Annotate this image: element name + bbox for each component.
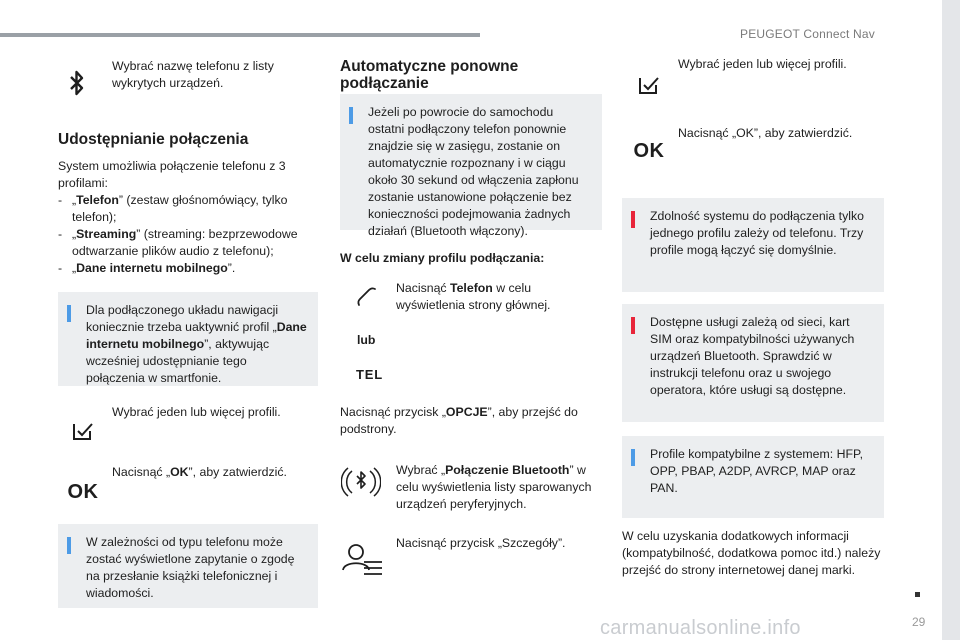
confirm-ok-text-right: Nacisnąć „OK”, aby zatwierdzić.	[678, 126, 853, 140]
select-profiles-text: Wybrać jeden lub więcej profili.	[112, 405, 281, 419]
list-item: - „Telefon” (zestaw głośnomówiący, tylko telefon);	[58, 193, 288, 224]
info-box-compatible-profiles: Profile kompatybilne z systemem: HFP, OPP, PBAP, A2DP, AVRCP, MAP oraz PAN.	[622, 436, 884, 518]
checkbox-icon	[70, 420, 96, 442]
select-phone-text: Wybrać nazwę telefonu z listy wykrytych urządzeń.	[112, 59, 274, 90]
info-marker	[631, 449, 635, 466]
side-strip	[942, 0, 960, 640]
details-text: Nacisnąć przycisk „Szczegóły”.	[396, 536, 566, 550]
info-box-mobile-data: Dla podłączonego układu nawigacji koniecznie trzeba uaktywnić profil „Dane internetu mobilnego”, aktywując wcześniej udostępnianie tego połączenia w smartfonie.	[58, 292, 318, 386]
section-heading-reconnect: Automatyczne ponowne podłączanie	[340, 58, 519, 92]
phone-menu-text: Nacisnąć Telefon w celu wyświetlenia strony głównej.	[396, 281, 551, 312]
ok-label: OK	[633, 139, 665, 162]
tel-label: TEL	[356, 367, 383, 382]
bluetooth-icon	[66, 66, 88, 100]
warning-marker	[631, 211, 635, 228]
list-item: - „Dane internetu mobilnego”.	[58, 261, 236, 275]
more-info-text: W celu uzyskania dodatkowych informacji (kompatybilność, dodatkowa pomoc itd.) należy przejść do strony internetowej danej marki.	[622, 529, 881, 577]
confirm-ok-text: Nacisnąć „OK”, aby zatwierdzić.	[112, 465, 287, 479]
info-box-auto-reconnect: Jeżeli po powrocie do samochodu ostatni podłączony telefon ponownie znajdzie się w zasięgu, zostanie on automatycznie rozpoznany i w ciągu około 30 sekund od włączenia zapłonu zostanie ustanowione połączenie bez konieczności podejmowania żadnych działań (Bluetooth włączony).	[340, 94, 602, 230]
warning-box-profile: Zdolność systemu do podłączenia tylko jednego profilu zależy od telefonu. Trzy profile mogą łączyć się domyślnie.	[622, 198, 884, 292]
header-rule	[0, 33, 480, 37]
info-marker	[349, 107, 353, 124]
info-box-phonebook: W zależności od typu telefonu może zostać wyświetlone zapytanie o zgodę na przesłanie książki telefonicznej i wiadomości.	[58, 524, 318, 608]
ok-label: OK	[67, 480, 99, 503]
details-icon	[340, 540, 384, 580]
watermark: carmanualsonline.info	[600, 617, 801, 639]
ok-icon	[64, 480, 102, 504]
warning-marker	[631, 317, 635, 334]
header-title: PEUGEOT Connect Nav	[740, 27, 875, 41]
phone-icon	[354, 284, 380, 310]
page-marker	[915, 592, 920, 597]
info-marker	[67, 537, 71, 554]
options-text: Nacisnąć przycisk „OPCJE”, aby przejść do podstrony.	[340, 405, 578, 436]
profiles-intro: System umożliwia połączenie telefonu z 3 profilami:	[58, 159, 286, 190]
select-profiles-text-right: Wybrać jeden lub więcej profili.	[678, 57, 847, 71]
page-number: 29	[912, 615, 926, 629]
profiles-list	[58, 192, 308, 277]
ok-icon	[630, 139, 668, 163]
bluetooth-connection-icon	[340, 462, 382, 504]
warning-box-services: Dostępne usługi zależą od sieci, kart SIM oraz kompatybilności używanych urządzeń Bluetooth. Sprawdzić w instrukcji telefonu oraz u swojego operatora, które usługi są dostępne.	[622, 304, 884, 422]
or-label: lub	[357, 333, 376, 347]
checkbox-icon	[636, 74, 662, 96]
list-item: - „Streaming” (streaming: bezprzewodowe odtwarzanie plików audio z telefonu);	[58, 227, 298, 258]
bluetooth-connection-text: Wybrać „Połączenie Bluetooth” w celu wyświetlenia listy sparowanych urządzeń peryferyjnych.	[396, 463, 592, 511]
section-heading-sharing: Udostępnianie połączenia	[58, 131, 249, 148]
change-profile-heading: W celu zmiany profilu podłączania:	[340, 251, 545, 265]
info-marker	[67, 305, 71, 322]
